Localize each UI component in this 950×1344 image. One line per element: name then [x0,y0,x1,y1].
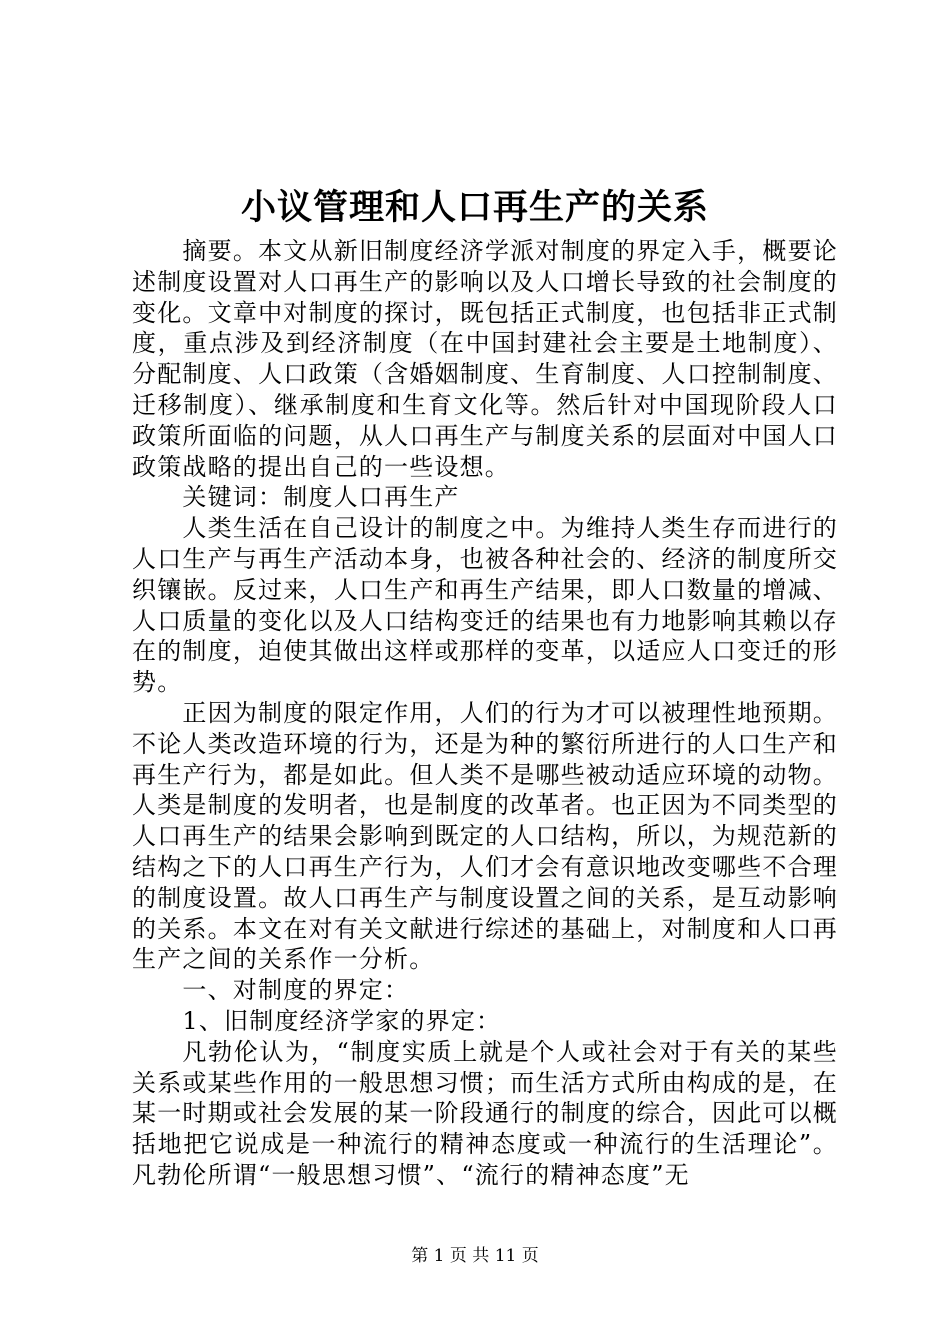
body-paragraph: 正因为制度的限定作用，人们的行为才可以被理性地预期。不论人类改造环境的行为，还是为种的繁衍所进行的人口生产和再生产行为，都是如此。但人类不是哪些被动适应环境的动物。人类是制度的发明者，也是制度的改革者。也正因为不同类型的人口再生产的结果会影响到既定的人口结构，所以，为规范新的结构之下的人口再生产行为，人们才会有意识地改变哪些不合理的制度设置。故人口再生产与制度设置之间的关系，是互动影响的关系。本文在对有关文献进行综述的基础上，对制度和人口再生产之间的关系作一分析。 [132,698,838,974]
document-title: 小议管理和人口再生产的关系 [240,187,709,228]
keywords-paragraph: 关键词：制度人口再生产 [182,483,460,512]
document-body [132,236,838,1191]
subsection-heading: 1、旧制度经济学家的界定： [182,1006,502,1035]
body-paragraph: 凡勃伦认为，“制度实质上就是个人或社会对于有关的某些关系或某些作用的一般思想习惯；而生活方式所由构成的是，在某一时期或社会发展的某一阶段通行的制度的综合，因此可以概括地把它说成是一种流行的精神态度或一种流行的生活理论”。凡勃伦所谓“一般思想习惯”、“流行的精神态度”无 [132,1037,838,1189]
body-paragraph: 人类生活在自己设计的制度之中。为维持人类生存而进行的人口生产与再生产活动本身，也被各种社会的、经济的制度所交织镶嵌。反过来，人口生产和再生产结果，即人口数量的增减、人口质量的变化以及人口结构变迁的结果也有力地影响其赖以存在的制度，迫使其做出这样或那样的变革，以适应人口变迁的形势。 [132,514,838,697]
page-footer: 第 1 页 共 11 页 [411,1246,539,1266]
section-heading: 一、对制度的界定： [182,976,410,1005]
abstract-paragraph: 摘要。本文从新旧制度经济学派对制度的界定入手，概要论述制度设置对人口再生产的影响以及人口增长导致的社会制度的变化。文章中对制度的探讨，既包括正式制度，也包括非正式制度，重点涉及到经济制度（在中国封建社会主要是土地制度）、分配制度、人口政策（含婚姻制度、生育制度、人口控制制度、迁移制度）、继承制度和生育文化等。然后针对中国现阶段人口政策所面临的问题，从人口再生产与制度关系的层面对中国人口政策战略的提出自己的一些设想。 [132,237,838,481]
